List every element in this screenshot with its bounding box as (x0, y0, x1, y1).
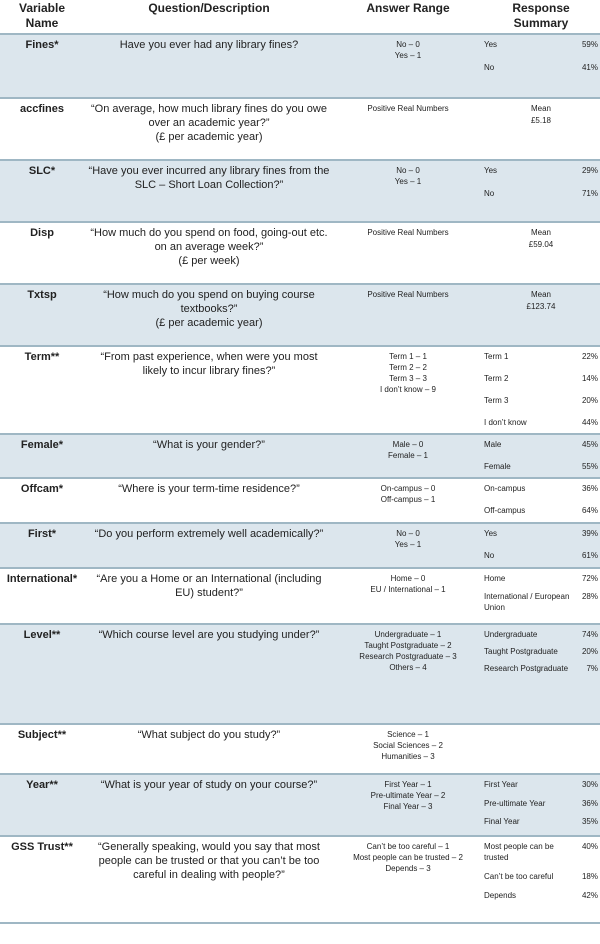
response-label: Taught Postgraduate (484, 647, 558, 656)
answer-range-cell (334, 284, 482, 346)
question-cell (84, 34, 334, 98)
response-label: Term 3 (484, 396, 509, 405)
table-row (0, 160, 600, 222)
variable-name-cell (0, 724, 84, 774)
answer-range-item: Can’t be too careful – 1 (366, 842, 450, 851)
question-cell (84, 568, 334, 624)
response-summary-cell (482, 222, 600, 284)
answer-range-item: Undergraduate – 1 (374, 630, 442, 639)
response-percent: 20% (581, 647, 598, 656)
table-row (0, 34, 600, 98)
answer-range-item: Yes – 1 (394, 177, 422, 186)
answer-range-item: Science – 1 (387, 730, 429, 739)
variable-name-cell (0, 98, 84, 160)
answer-range-item: Yes – 1 (394, 540, 422, 549)
response-row (484, 483, 598, 494)
question-note: (£ per academic year) (155, 131, 263, 143)
response-percent: 71% (581, 189, 598, 198)
response-percent: 64% (581, 506, 598, 515)
variable-name: Year** (26, 779, 58, 791)
response-percent: 61% (581, 551, 598, 560)
response-percent: 40% (581, 842, 598, 851)
question-text: “Are you a Home or an International (including EU) student?” (96, 573, 322, 599)
answer-range-item: Off-campus – 1 (380, 495, 436, 504)
response-percent: 42% (581, 891, 598, 900)
response-row (484, 798, 598, 809)
mean-value: £59.04 (528, 240, 554, 249)
question-cell (84, 434, 334, 478)
mean-value: £5.18 (530, 116, 552, 125)
question-text: “What is your year of study on your course?” (100, 779, 318, 791)
question-cell (84, 523, 334, 568)
response-row (484, 439, 598, 450)
variable-name: GSS Trust** (11, 841, 73, 853)
response-label: Depends (484, 891, 517, 900)
response-label: Most people can be trusted (484, 842, 554, 862)
variable-name-cell (0, 284, 84, 346)
response-percent: 39% (581, 529, 598, 538)
mean-label: Mean (530, 104, 551, 113)
answer-range-item: On-campus – 0 (380, 484, 436, 493)
answer-range-item: Taught Postgraduate – 2 (364, 641, 452, 650)
response-summary-cell (482, 523, 600, 568)
response-row (484, 461, 598, 472)
table-row (0, 836, 600, 923)
response-percent: 36% (581, 799, 598, 808)
response-percent: 28% (581, 592, 598, 601)
response-percent: 20% (581, 396, 598, 405)
answer-range-cell (334, 34, 482, 98)
answer-range-cell (334, 434, 482, 478)
question-note: (£ per week) (178, 255, 240, 267)
response-row (484, 395, 598, 406)
response-row (484, 550, 598, 561)
answer-range-cell (334, 160, 482, 222)
answer-range-item: Most people can be trusted – 2 (353, 853, 463, 862)
variable-name: International* (6, 573, 78, 585)
variable-name-cell (0, 568, 84, 624)
table-row (0, 774, 600, 836)
answer-range-cell (334, 624, 482, 724)
mean-value: £123.74 (526, 302, 556, 311)
answer-range-item: Male – 0 (392, 440, 424, 449)
response-row (484, 39, 598, 50)
response-label: No (484, 189, 495, 198)
table-row (0, 98, 600, 160)
response-percent: 36% (581, 484, 598, 493)
question-text: “On average, how much library fines do you owe over an academic year?” (90, 103, 327, 129)
response-label: Off-campus (484, 506, 526, 515)
answer-range-item: Home – 0 (390, 574, 426, 583)
response-row (484, 779, 598, 790)
answer-range-item: Positive Real Numbers (367, 290, 449, 299)
response-label: Pre-ultimate Year (484, 799, 546, 808)
question-text: Have you ever had any library fines? (119, 39, 299, 51)
answer-range-item: I don’t know – 9 (379, 385, 437, 394)
question-text: “What subject do you study?” (137, 729, 281, 741)
response-percent: 7% (586, 664, 598, 673)
response-label: No (484, 551, 495, 560)
answer-range-item: Term 1 – 1 (389, 352, 427, 361)
answer-range-cell (334, 568, 482, 624)
response-row (484, 165, 598, 176)
response-summary-cell (482, 346, 600, 434)
response-percent: 44% (581, 418, 598, 427)
variable-name-cell (0, 222, 84, 284)
response-label: I don’t know (484, 418, 527, 427)
question-cell (84, 98, 334, 160)
header-row (0, 0, 600, 34)
question-cell (84, 160, 334, 222)
variable-name: Level** (23, 629, 61, 641)
answer-range-item: Depends – 3 (385, 864, 431, 873)
response-row (484, 573, 598, 584)
response-label: Yes (484, 40, 498, 49)
response-label: Final Year (484, 817, 520, 826)
answer-range-item: Humanities – 3 (381, 752, 435, 761)
response-percent: 41% (581, 63, 598, 72)
table-row (0, 624, 600, 724)
response-summary-cell (482, 724, 600, 774)
answer-range-cell (334, 724, 482, 774)
response-row (484, 890, 598, 901)
header-response-summary: Response Summary (512, 1, 570, 30)
variable-name: Offcam* (20, 483, 64, 495)
response-row (484, 841, 598, 863)
table-row (0, 568, 600, 624)
mean-label: Mean (530, 290, 551, 299)
question-cell (84, 478, 334, 523)
answer-range-item: Positive Real Numbers (367, 228, 449, 237)
variable-name: Disp (30, 227, 54, 239)
answer-range-item: Research Postgraduate – 3 (359, 652, 457, 661)
variable-name: First* (27, 528, 57, 540)
answer-range-item: Final Year – 3 (383, 802, 433, 811)
question-text: “Have you ever incurred any library fines from the SLC – Short Loan Collection?” (88, 165, 330, 191)
table-row (0, 284, 600, 346)
response-row (484, 505, 598, 516)
variable-name: Subject** (17, 729, 67, 741)
response-percent: 14% (581, 374, 598, 383)
variable-name-cell (0, 478, 84, 523)
response-label: Term 2 (484, 374, 509, 383)
response-row (484, 591, 598, 613)
table-row (0, 724, 600, 774)
response-row (484, 62, 598, 73)
answer-range-cell (334, 774, 482, 836)
response-label: Yes (484, 529, 498, 538)
question-text: “How much do you spend on food, going-out etc. on an average week?” (90, 227, 328, 253)
table-row (0, 222, 600, 284)
response-summary-cell (482, 478, 600, 523)
response-row (484, 663, 598, 674)
response-label: Male (484, 440, 502, 449)
question-cell (84, 346, 334, 434)
variable-name-cell (0, 34, 84, 98)
variable-name: Female* (20, 439, 64, 451)
question-note: (£ per academic year) (155, 317, 263, 329)
variable-name-cell (0, 160, 84, 222)
table-row (0, 478, 600, 523)
variable-name-cell (0, 774, 84, 836)
response-percent: 30% (581, 780, 598, 789)
answer-range-item: Social Sciences – 2 (373, 741, 443, 750)
answer-range-item: EU / International – 1 (370, 585, 446, 594)
response-summary-cell (482, 568, 600, 624)
response-percent: 72% (581, 574, 598, 583)
response-label: International / European Union (484, 592, 570, 612)
response-row (484, 816, 598, 827)
question-text: “From past experience, when were you most likely to incur library fines?” (100, 351, 318, 377)
response-summary-cell (482, 284, 600, 346)
header-question: Question/Description (148, 1, 270, 15)
response-row (484, 351, 598, 362)
header-variable: Variable Name (18, 1, 66, 30)
response-percent: 74% (581, 630, 598, 639)
question-cell (84, 836, 334, 923)
question-cell (84, 724, 334, 774)
response-label: Term 1 (484, 352, 509, 361)
question-text: “Where is your term-time residence?” (118, 483, 300, 495)
response-summary-cell (482, 624, 600, 724)
response-summary-cell (482, 774, 600, 836)
answer-range-item: First Year – 1 (384, 780, 432, 789)
response-summary-cell (482, 160, 600, 222)
response-label: Yes (484, 166, 498, 175)
question-text: “Which course level are you studying under?” (98, 629, 320, 641)
variable-name: SLC* (28, 165, 56, 177)
response-summary-cell (482, 98, 600, 160)
variable-name-cell (0, 523, 84, 568)
answer-range-item: No – 0 (396, 40, 420, 49)
response-row (484, 188, 598, 199)
question-cell (84, 284, 334, 346)
answer-range-cell (334, 523, 482, 568)
response-percent: 35% (581, 817, 598, 826)
response-label: Research Postgraduate (484, 664, 569, 673)
question-text: “How much do you spend on buying course textbooks?” (103, 289, 315, 315)
response-summary-cell (482, 34, 600, 98)
response-percent: 45% (581, 440, 598, 449)
answer-range-item: Yes – 1 (394, 51, 422, 60)
answer-range-item: No – 0 (396, 166, 420, 175)
answer-range-item: Term 3 – 3 (389, 374, 427, 383)
response-row (484, 646, 598, 657)
response-percent: 22% (581, 352, 598, 361)
variable-name: accfines (19, 103, 65, 115)
response-row (484, 871, 598, 882)
answer-range-cell (334, 222, 482, 284)
response-percent: 55% (581, 462, 598, 471)
response-row (484, 417, 598, 428)
table-row (0, 523, 600, 568)
mean-label: Mean (530, 228, 551, 237)
answer-range-item: Pre-ultimate Year – 2 (370, 791, 446, 800)
response-percent: 29% (581, 166, 598, 175)
response-label: No (484, 63, 495, 72)
response-label: Home (484, 574, 506, 583)
response-row (484, 528, 598, 539)
variable-name: Fines* (25, 39, 59, 51)
response-summary-cell (482, 836, 600, 923)
response-label: Can’t be too careful (484, 872, 554, 881)
table-body (0, 34, 600, 923)
question-cell (84, 774, 334, 836)
variable-name: Term** (24, 351, 60, 363)
answer-range-item: Positive Real Numbers (367, 104, 449, 113)
response-label: On-campus (484, 484, 526, 493)
header-answer-range: Answer Range (366, 1, 450, 15)
table-row (0, 346, 600, 434)
question-text: “Do you perform extremely well academically?” (94, 528, 324, 540)
variable-name-cell (0, 836, 84, 923)
table-row (0, 434, 600, 478)
response-label: Undergraduate (484, 630, 538, 639)
response-summary-cell (482, 434, 600, 478)
answer-range-item: Others – 4 (389, 663, 427, 672)
question-cell (84, 624, 334, 724)
answer-range-cell (334, 478, 482, 523)
question-text: “What is your gender?” (153, 439, 265, 451)
variable-name-cell (0, 624, 84, 724)
variable-name-cell (0, 346, 84, 434)
variable-name-cell (0, 434, 84, 478)
response-row (484, 373, 598, 384)
question-text: “Generally speaking, would you say that most people can be trusted or that you can’t be too careful in dealing with people?” (98, 841, 320, 881)
response-label: First Year (484, 780, 518, 789)
answer-range-item: Term 2 – 2 (389, 363, 427, 372)
answer-range-cell (334, 836, 482, 923)
variable-name: Txtsp (27, 289, 57, 301)
answer-range-cell (334, 346, 482, 434)
response-label: Female (484, 462, 511, 471)
answer-range-item: Female – 1 (387, 451, 429, 460)
answer-range-cell (334, 98, 482, 160)
answer-range-item: No – 0 (396, 529, 420, 538)
response-percent: 59% (581, 40, 598, 49)
response-row (484, 629, 598, 640)
question-cell (84, 222, 334, 284)
response-percent: 18% (581, 872, 598, 881)
